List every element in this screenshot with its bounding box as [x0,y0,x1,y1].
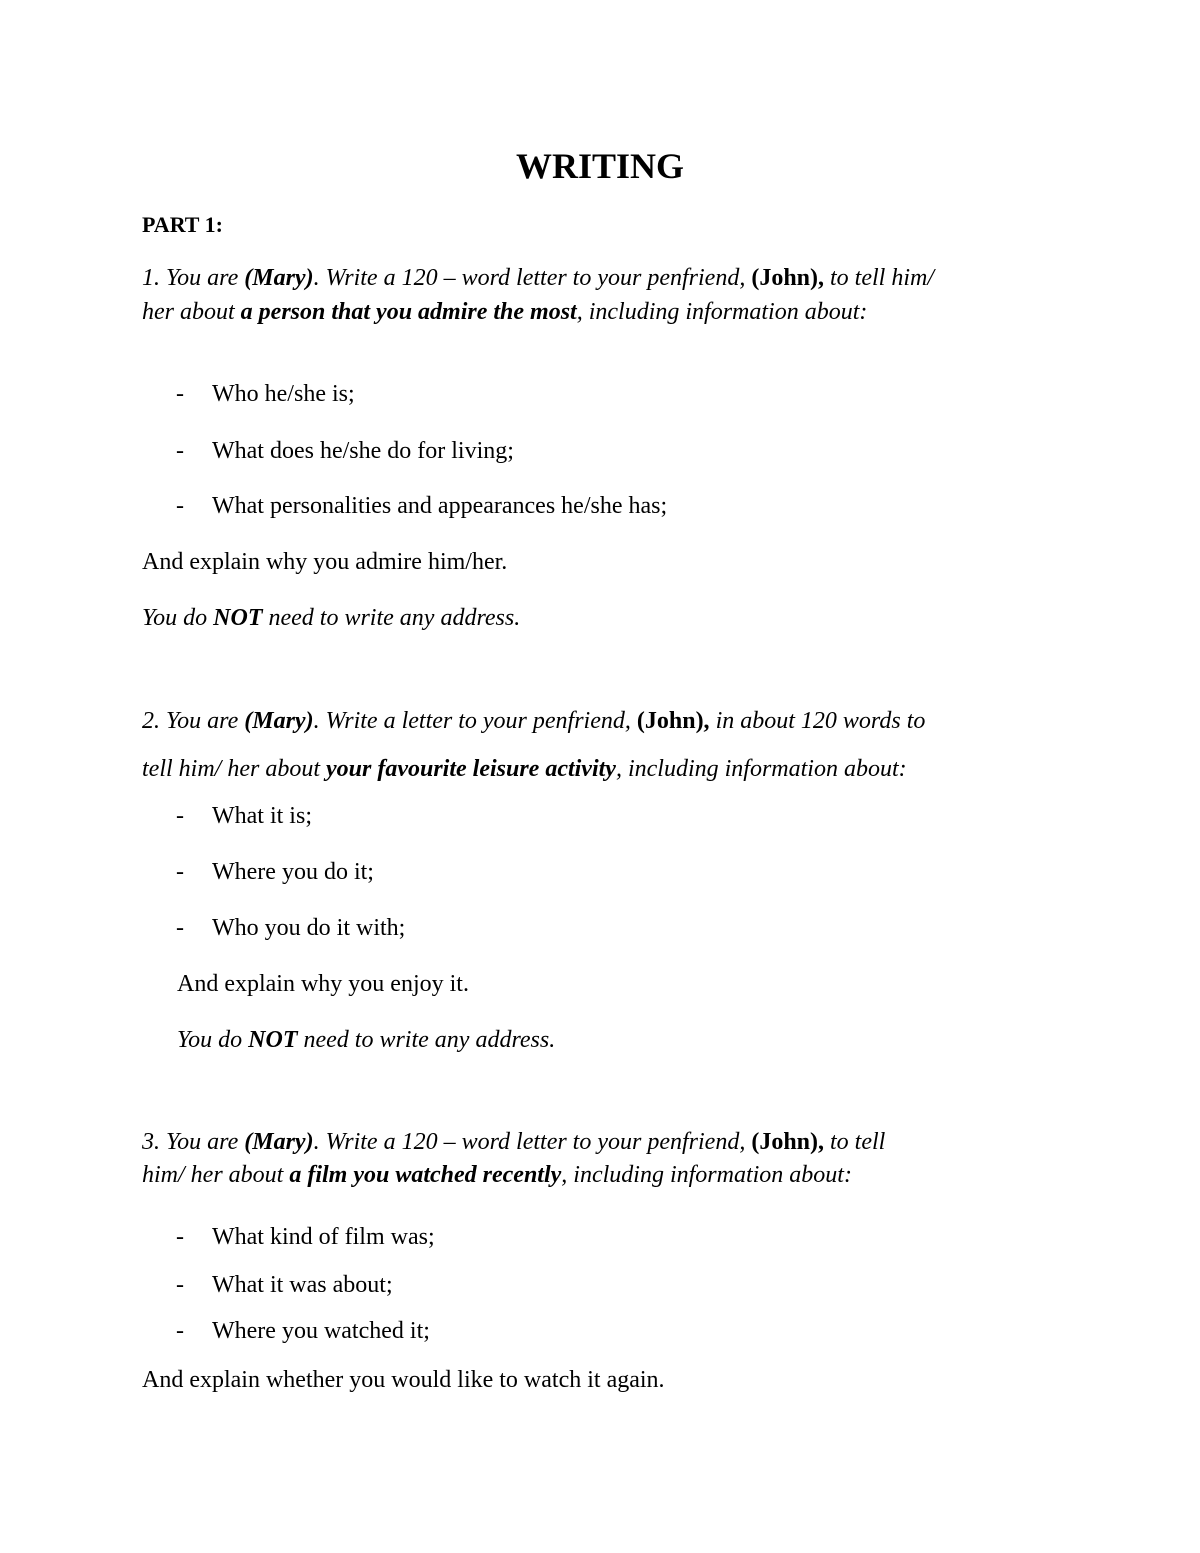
dash-glyph: - [176,915,184,941]
dash-glyph: - [176,381,184,407]
text-run: (John), [636,708,710,734]
text-run: need to write any address. [297,1027,556,1053]
task-1-note [142,604,520,632]
task-2-prompt-line-1 [142,707,925,735]
task-3-prompt-line-1 [142,1128,885,1156]
task-3-closing: And explain whether you would like to watch it again. [142,1367,665,1393]
text-run: in about 120 words to [709,708,926,734]
task-2-closing: And explain why you enjoy it. [177,971,469,997]
task-1-bullet-3: What personalities and appearances he/she has; [212,493,668,519]
text-run: (Mary) [244,708,314,734]
task-2-prompt-line-2 [142,755,907,783]
text-run: . Write a letter to your penfriend, [313,708,637,734]
text-run: 3. You are [142,1129,245,1155]
text-run: (Mary) [244,265,314,291]
page-title: WRITING [515,146,685,186]
text-run: NOT [213,605,263,631]
text-run: . Write a 120 – word letter to your penfriend, [313,265,752,291]
dash-glyph: - [176,438,184,464]
part-label: PART 1: [142,212,223,237]
dash-glyph: - [176,859,184,885]
text-run: , including information about: [561,1162,852,1188]
task-3-bullet-2: What it was about; [212,1272,393,1298]
text-run: . Write a 120 – word letter to your penfriend, [313,1129,752,1155]
dash-glyph: - [176,493,184,519]
text-run: her about [142,299,241,325]
task-1-closing: And explain why you admire him/her. [142,549,508,575]
task-3-bullet-3: Where you watched it; [212,1318,430,1344]
task-1-prompt-line-1 [142,264,934,292]
text-run: need to write any address. [262,605,521,631]
dash-glyph: - [176,1272,184,1298]
task-1-bullet-1: Who he/she is; [212,381,355,407]
dash-glyph: - [176,1224,184,1250]
task-2-bullet-3: Who you do it with; [212,915,406,941]
dash-glyph: - [176,803,184,829]
task-2-note [177,1026,555,1054]
task-1-bullet-2: What does he/she do for living; [212,438,514,464]
text-run: a person that you admire the most [240,299,577,325]
task-1-prompt-line-2 [142,298,867,326]
text-run: NOT [248,1027,298,1053]
task-3-bullet-1: What kind of film was; [212,1224,435,1250]
text-run: (John), [751,1129,825,1155]
text-run: 2. You are [142,708,245,734]
text-run: him/ her about [142,1162,290,1188]
text-run: You do [177,1027,249,1053]
text-run: 1. You are [142,265,245,291]
text-run: a film you watched recently [289,1162,562,1188]
text-run: (John), [751,265,825,291]
text-run: (Mary) [244,1129,314,1155]
dash-glyph: - [176,1318,184,1344]
text-run: tell him/ her about [142,756,326,782]
text-run: You do [142,605,214,631]
text-run: your favourite leisure activity [325,756,616,782]
text-run: to tell [824,1129,886,1155]
task-3-prompt-line-2 [142,1161,852,1189]
text-run: to tell him/ [824,265,935,291]
task-2-bullet-2: Where you do it; [212,859,374,885]
task-2-bullet-1: What it is; [212,803,312,829]
text-run: , including information about: [615,756,907,782]
text-run: , including information about: [576,299,868,325]
